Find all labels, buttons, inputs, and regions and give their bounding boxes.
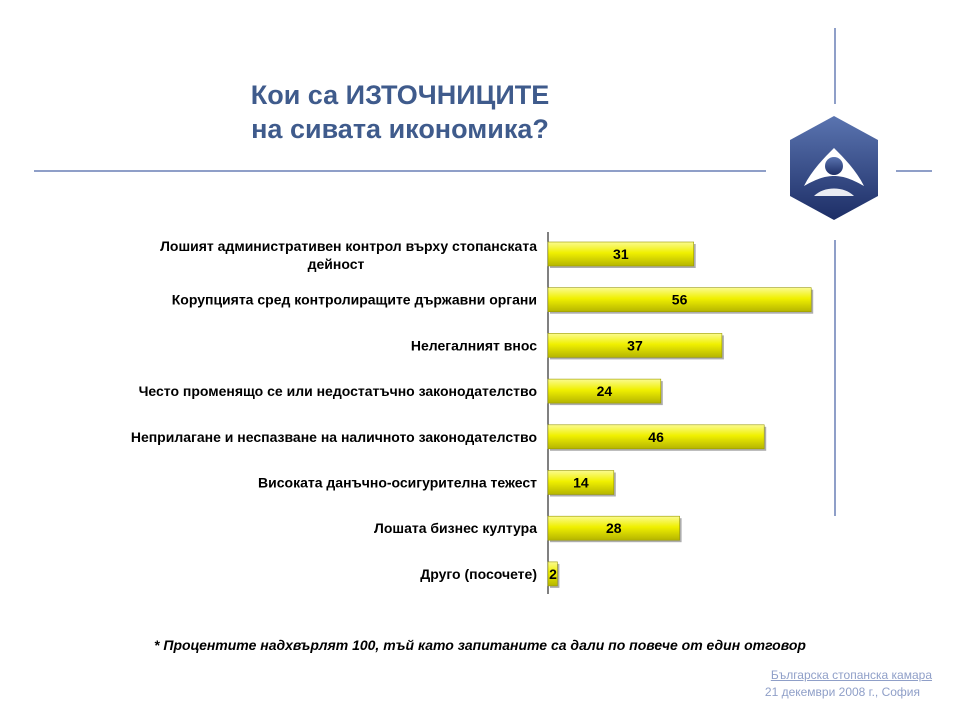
title-emphasis: ИЗТОЧНИЦИТЕ (345, 80, 550, 110)
category-label-8: Друго (посочете) (420, 565, 537, 582)
category-label-3: Нелегалният внос (410, 337, 537, 354)
value-label-4: 24 (596, 383, 613, 400)
category-label-1-line-1: Лошият административен контрол върху стопанската (160, 238, 537, 254)
value-label-5: 46 (648, 428, 664, 445)
category-label-5: Неприлагане и неспазване на наличното законодателство (130, 428, 537, 445)
title-line-1: Кои са ИЗТОЧНИЦИТЕ (250, 80, 550, 110)
value-label-6: 14 (573, 474, 589, 491)
value-label-2: 56 (671, 291, 688, 308)
category-label-6: Високата данъчно-осигурителна тежест (258, 474, 537, 491)
category-label-7: Лошата бизнес култура (374, 520, 537, 537)
presentation-date: 21 декември 2008 г., София (764, 685, 920, 699)
value-label-1: 31 (613, 246, 629, 262)
category-label-4: Често променящо се или недостатъчно законодателство (138, 383, 537, 400)
category-label-2: Корупцията сред контролиращите държавни органи (171, 291, 537, 308)
footnote: * Процентите надхвърлят 100, тъй като запитаните са дали по повече от един отговор (154, 637, 806, 653)
title-line-2: на сивата икономика? (251, 114, 549, 144)
organization-link[interactable]: Българска стопанска камара (770, 668, 932, 682)
value-label-3: 37 (627, 337, 643, 354)
value-label-7: 28 (606, 520, 622, 537)
category-label-1-line-2: дейност (307, 256, 365, 272)
value-label-8: 2 (549, 565, 557, 582)
